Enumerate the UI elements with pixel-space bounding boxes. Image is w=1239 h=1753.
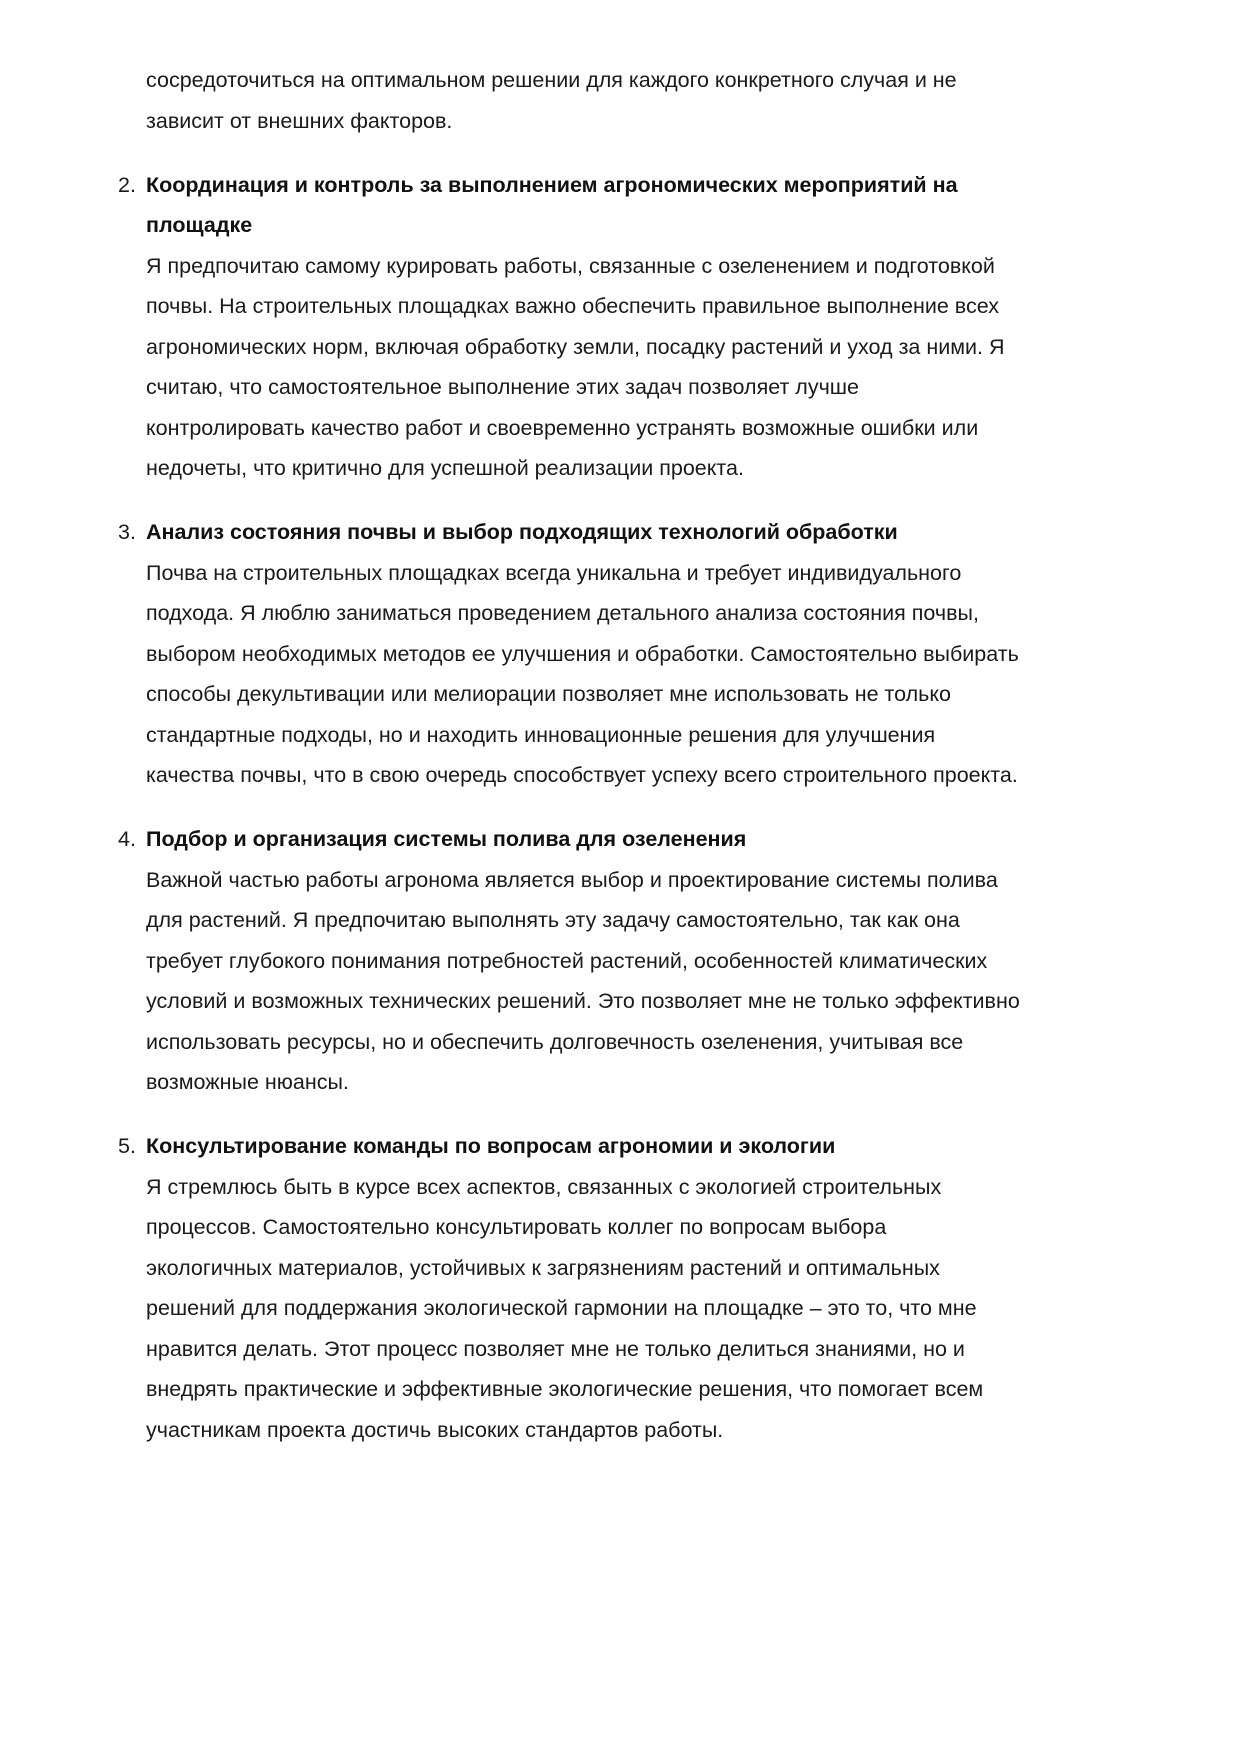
text-line: агрономических норм, включая обработку земли, посадку растений и уход за ними. Я xyxy=(146,334,1005,359)
list-item xyxy=(118,512,1176,796)
text-line: качества почвы, что в свою очередь способствует успеху всего строительного проекта. xyxy=(146,763,1018,787)
list-number: 3. xyxy=(118,520,136,544)
item-title xyxy=(146,1126,1176,1167)
text-line: выбором необходимых методов ее улучшения и обработки. Самостоятельно выбирать xyxy=(146,641,1019,666)
item-body xyxy=(146,553,1176,796)
text-line: решений для поддержания экологической гармонии на площадке – это то, что мне xyxy=(146,1296,977,1320)
title-line: Консультирование команды по вопросам агрономии и экологии xyxy=(146,1134,836,1158)
title-line: Координация и контроль за выполнением агрономических мероприятий на xyxy=(146,172,958,197)
list-item xyxy=(118,1126,1176,1450)
text-line: нравится делать. Этот процесс позволяет мне не только делиться знаниями, но и xyxy=(146,1336,965,1361)
text-line: возможные нюансы. xyxy=(146,1070,349,1094)
text-line: стандартные подходы, но и находить инновационные решения для улучшения xyxy=(146,722,936,747)
document-content xyxy=(118,60,1176,1450)
item-body xyxy=(146,1167,1176,1451)
text-line: для растений. Я предпочитаю выполнять эту задачу самостоятельно, так как она xyxy=(146,908,960,932)
text-line: экологичных материалов, устойчивых к загрязнениям растений и оптимальных xyxy=(146,1255,940,1280)
title-line: Подбор и организация системы полива для озеленения xyxy=(146,827,747,851)
text-line: сосредоточиться на оптимальном решении для каждого конкретного случая и не xyxy=(146,68,957,92)
title-line: Анализ состояния почвы и выбор подходящих технологий обработки xyxy=(146,520,898,544)
item-title xyxy=(146,819,1176,860)
text-line: почвы. На строительных площадках важно обеспечить правильное выполнение всех xyxy=(146,294,999,318)
text-line: условий и возможных технических решений. Это позволяет мне не только эффективно xyxy=(146,989,1020,1013)
text-line: требует глубокого понимания потребностей растений, особенностей климатических xyxy=(146,948,988,973)
text-line: внедрять практические и эффективные экологические решения, что помогает всем xyxy=(146,1377,984,1401)
text-line: Почва на строительных площадках всегда уникальна и требует индивидуального xyxy=(146,560,962,585)
text-line: процессов. Самостоятельно консультировать коллег по вопросам выбора xyxy=(146,1215,887,1239)
text-line: участникам проекта достичь высоких стандартов работы. xyxy=(146,1417,724,1442)
text-line: подхода. Я люблю заниматься проведением детального анализа состояния почвы, xyxy=(146,601,979,625)
text-line: использовать ресурсы, но и обеспечить долговечность озеленения, учитывая все xyxy=(146,1029,964,1054)
item-title xyxy=(146,512,1176,553)
item-title xyxy=(146,165,1176,246)
item-body xyxy=(146,860,1176,1103)
list-number: 5. xyxy=(118,1134,136,1158)
text-line: считаю, что самостоятельное выполнение этих задач позволяет лучше xyxy=(146,375,859,399)
text-line: контролировать качество работ и своевременно устранять возможные ошибки или xyxy=(146,415,979,440)
list-number: 2. xyxy=(118,172,136,197)
text-line: Я стремлюсь быть в курсе всех аспектов, связанных с экологией строительных xyxy=(146,1174,942,1199)
intro-paragraph xyxy=(146,60,1176,141)
list-item xyxy=(118,165,1176,489)
text-line: Важной частью работы агронома является выбор и проектирование системы полива xyxy=(146,867,998,892)
text-line: зависит от внешних факторов. xyxy=(146,108,453,133)
list-item xyxy=(118,819,1176,1103)
list-number: 4. xyxy=(118,827,136,851)
text-line: способы декультивации или мелиорации позволяет мне использовать не только xyxy=(146,682,951,706)
item-body xyxy=(146,246,1176,489)
text-line: недочеты, что критично для успешной реализации проекта. xyxy=(146,456,744,480)
text-line: Я предпочитаю самому курировать работы, связанные с озеленением и подготовкой xyxy=(146,253,995,278)
title-line: площадке xyxy=(146,213,253,237)
